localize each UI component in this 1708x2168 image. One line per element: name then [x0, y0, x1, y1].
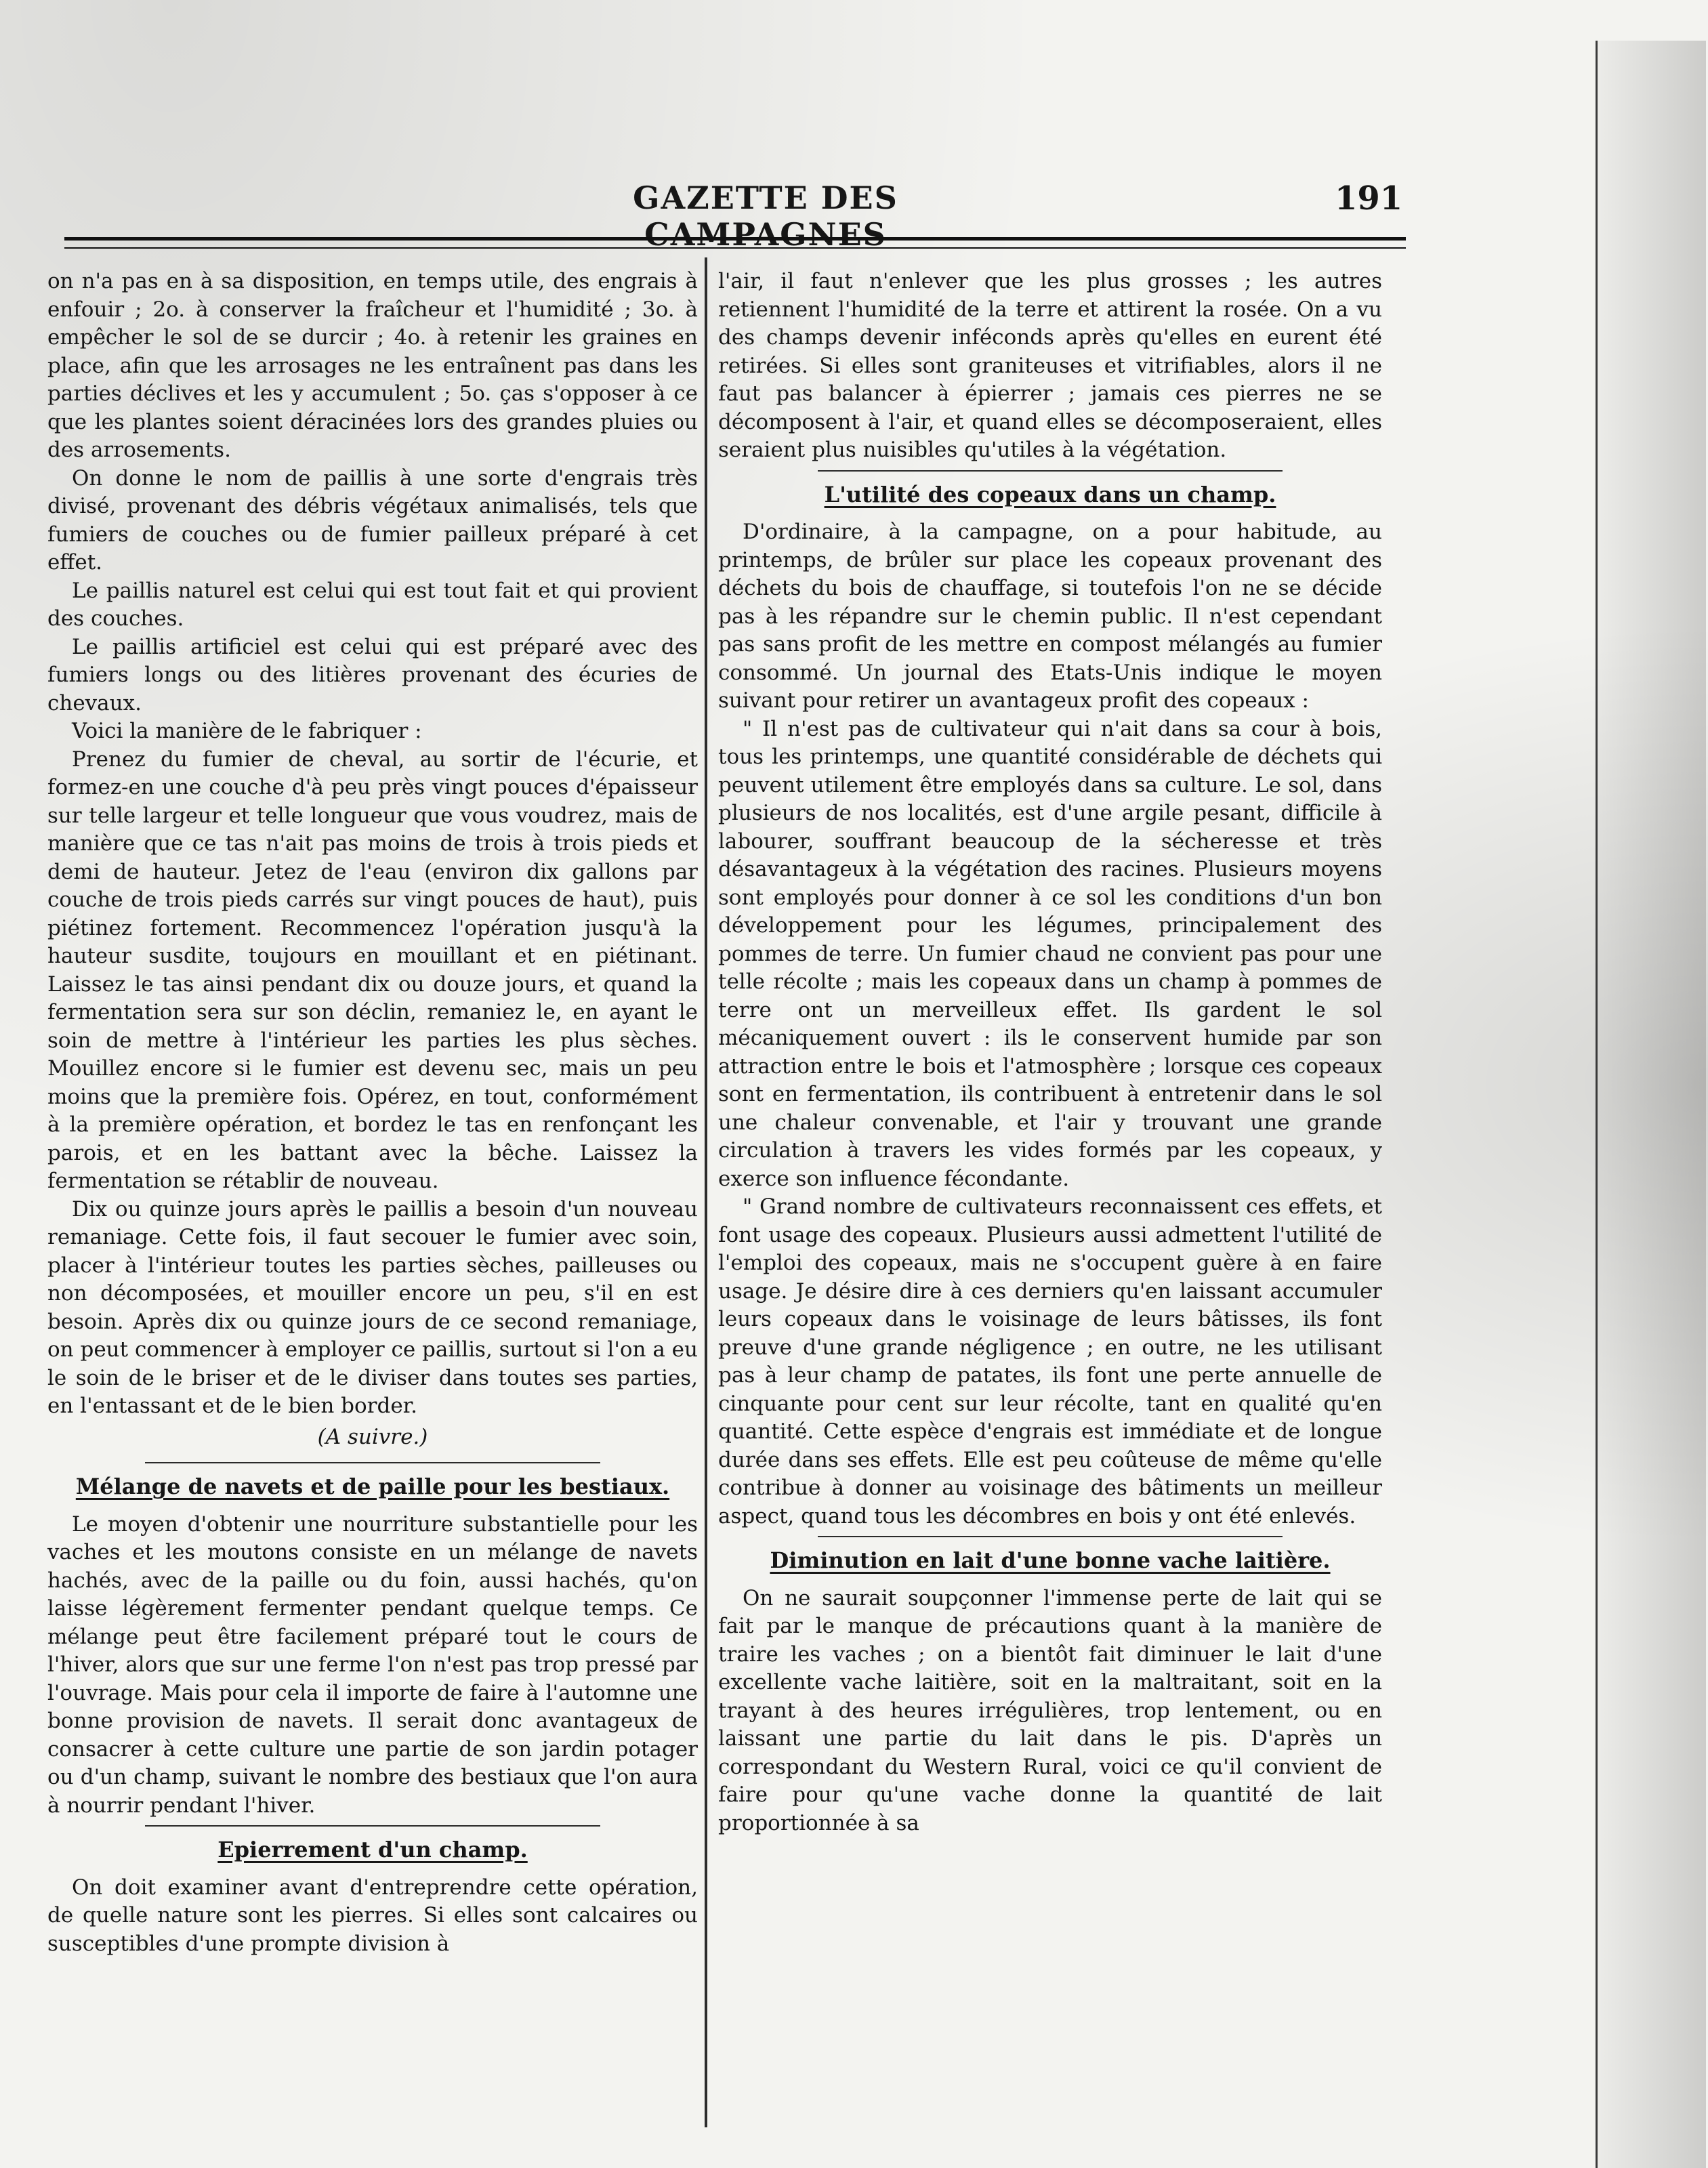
adjacent-page-edge: [1596, 41, 1706, 2168]
paragraph: Le paillis naturel est celui qui est tout fait et qui provient des couches.: [47, 578, 698, 631]
paragraph: " Il n'est pas de cultivateur qui n'ait dans sa cour à bois, tous les printemps, une quantité considérable de déchets qui peuvent utilement être employés dans sa culture. Le sol, dans plusieurs de nos localités, est d'une argile pesant, difficile à labourer, souffrant beaucoup de la sécheresse et très désavantageux à la végétation des racines. Plusieurs moyens sont employés pour donner à ce sol les conditions d'un bon développement pour les légumes, principalement des pommes de terre. Un fumier chaud ne convient pas pour une telle récolte ; mais les copeaux dans un champ à pommes de terre ont un merveilleux effet. Ils gardent le sol mécaniquement ouvert : ils le conservent humide par son attraction entre le bois et l'atmosphère ; lorsque ces copeaux sont en fermentation, ils contribuent à entretenir dans le sol une chaleur convenable, et l'air y trouvant une grande circulation à travers les vides formés par les copeaux, y exerce son influence fécondante.: [718, 716, 1382, 1191]
paragraph: On ne saurait soupçonner l'immense perte de lait qui se fait par le manque de précautions quant à la manière de traire les vaches ; on a bientôt fait diminuer le lait d'une excellente vache laitière, soit en la maltraitant, soit en la trayant à des heures irrégulières, trop lentement, ou en laissant une partie du lait dans le pis. D'après un correspondant du Western Rural, voici ce qu'il convient de faire pour qu'une vache donne la quantité de lait proportionnée à sa: [718, 1585, 1382, 1835]
paragraph: Voici la manière de le fabriquer :: [72, 719, 422, 743]
left-column: [47, 268, 698, 1958]
section-divider: [145, 1462, 600, 1463]
paragraph: On doit examiner avant d'entreprendre cette opération, de quelle nature sont les pierres. Si elles sont calcaires ou susceptibles d'une prompte division à: [47, 1875, 698, 1956]
page-header: [61, 173, 1416, 253]
paragraph: on n'a pas en à sa disposition, en temps utile, des engrais à enfouir ; 2o. à conserver la fraîcheur et l'humidité ; 3o. à empêcher le sol de se durcir ; 4o. à retenir les graines en place, afin que les arrosages ne les entraînent pas dans les parties déclives et les y accumulent ; 5o. ças s'opposer à ce que les plantes soient déracinées lors des grandes pluies ou des arrosements.: [47, 269, 698, 462]
article-heading: Mélange de navets et de paille pour les bestiaux.: [75, 1474, 670, 1499]
paragraph: Prenez du fumier de cheval, au sortir de l'écurie, et formez-en une couche d'à peu près vingt pouces d'épaisseur sur telle largeur et telle longueur que vous voudrez, mais de manière que ce tas n'ait pas moins de trois à trois pieds et demi de hauteur. Jetez de l'eau (environ dix gallons par couche de trois pieds carrés sur vingt pouces de haut), puis piétinez fortement. Recommencez l'opération jusqu'à la hauteur susdite, toujours en mouillant et en piétinant. Laissez le tas ainsi pendant dix ou douze jours, et quand la fermentation sera sur son déclin, remaniez le, en ayant le soin de mettre à l'intérieur les parties les plus sèches. Mouillez encore si le fumier est devenu sec, mais un peu moins que la première fois. Opérez, en tout, conformément à la première opération, et bordez le tas en renfonçant les parois, et en les battant avec la bêche. Laissez la fermentation se rétablir de nouveau.: [47, 747, 698, 1193]
publication-title: GAZETTE DES CAMPAGNES: [633, 180, 898, 253]
paragraph: Dix ou quinze jours après le paillis a besoin d'un nouveau remaniage. Cette fois, il faut secouer le fumier avec soin, placer à l'intérieur toutes les parties sèches, pailleuses ou non décomposées, et mouiller encore un peu, s'il en est besoin. Après dix ou quinze jours de ce second remaniage, on peut commencer à employer ce paillis, surtout si l'on a eu le soin de le briser et de le diviser dans toutes ses parties, en l'entassant et de le bien border.: [47, 1196, 698, 1418]
paragraph: On donne le nom de paillis à une sorte d'engrais très divisé, provenant des débris végétaux animalisés, tels que fumiers de couches ou de fumier pailleux préparé à cet effet.: [47, 465, 698, 575]
paragraph: l'air, il faut n'enlever que les plus grosses ; les autres retiennent l'humidité de la terre et attirent la rosée. On a vu des champs devenir inféconds après qu'elles en eurent été retirées. Si elles sont graniteuses et vitrifiables, alors il ne faut pas balancer à épierrer ; jamais ces pierres ne se décomposent à l'air, et quand elles se décomposeraient, elles seraient plus nuisibles qu'utiles à la végétation.: [718, 269, 1382, 462]
article-heading: Epierrement d'un champ.: [217, 1837, 528, 1862]
article-heading: L'utilité des copeaux dans un champ.: [824, 481, 1276, 507]
page-number: 191: [1335, 180, 1403, 217]
column-divider: [705, 257, 707, 2127]
section-divider: [145, 1825, 600, 1827]
article-heading: Diminution en lait d'une bonne vache laitière.: [770, 1547, 1331, 1573]
paragraph: " Grand nombre de cultivateurs reconnaissent ces effets, et font usage des copeaux. Plusieurs aussi admettent l'utilité de l'emploi des copeaux, mais ne s'occupent guère à en faire usage. Je désire dire à ces derniers qu'en laissant accumuler leurs copeaux dans le voisinage de leurs bâtisses, ils font preuve d'une grande négligence ; en outre, ne les utilisant pas à leur champ de patates, ils font une perte annuelle de cinquante pour cent sur leur récolte, tant en qualité qu'en quantité. Cette espèce d'engrais est immédiate et de longue durée dans ses effets. Elle est peu coûteuse de même qu'elle contribue à donner au voisinage des bâtiments un meilleur aspect, quand tous les décombres en bois y ont été enlevés.: [718, 1194, 1382, 1528]
section-divider: [818, 1536, 1283, 1537]
paragraph: D'ordinaire, à la campagne, on a pour habitude, au printemps, de brûler sur place les copeaux provenant des déchets du bois de chauffage, si toutefois l'on ne se décide pas à les répandre sur le chemin public. Il n'est cependant pas sans profit de les mettre en compost mélangés au fumier consommé. Un journal des Etats-Unis indique le moyen suivant pour retirer un avantageux profit des copeaux :: [718, 520, 1382, 713]
paragraph: Le moyen d'obtenir une nourriture substantielle pour les vaches et les moutons consiste en un mélange de navets hachés, avec de la paille ou du foin, aussi hachés, qu'on laisse légèrement fermenter pendant quelque temps. Ce mélange peut être facilement préparé tout le cours de l'hiver, alors que sur une ferme l'on n'est pas trop pressé par l'ouvrage. Mais pour cela il importe de faire à l'automne une bonne provision de navets. Il serait donc avantageux de consacrer à cette culture une partie de son jardin potager ou d'un champ, suivant le nombre des bestiaux que l'on aura à nourrir pendant l'hiver.: [47, 1512, 698, 1818]
header-rule: [64, 237, 1406, 249]
continued-note: (A suivre.): [317, 1424, 428, 1449]
section-divider: [818, 470, 1283, 472]
paragraph: Le paillis artificiel est celui qui est préparé avec des fumiers longs ou des litières provenant des écuries de chevaux.: [47, 634, 698, 715]
right-column: [718, 268, 1382, 1837]
